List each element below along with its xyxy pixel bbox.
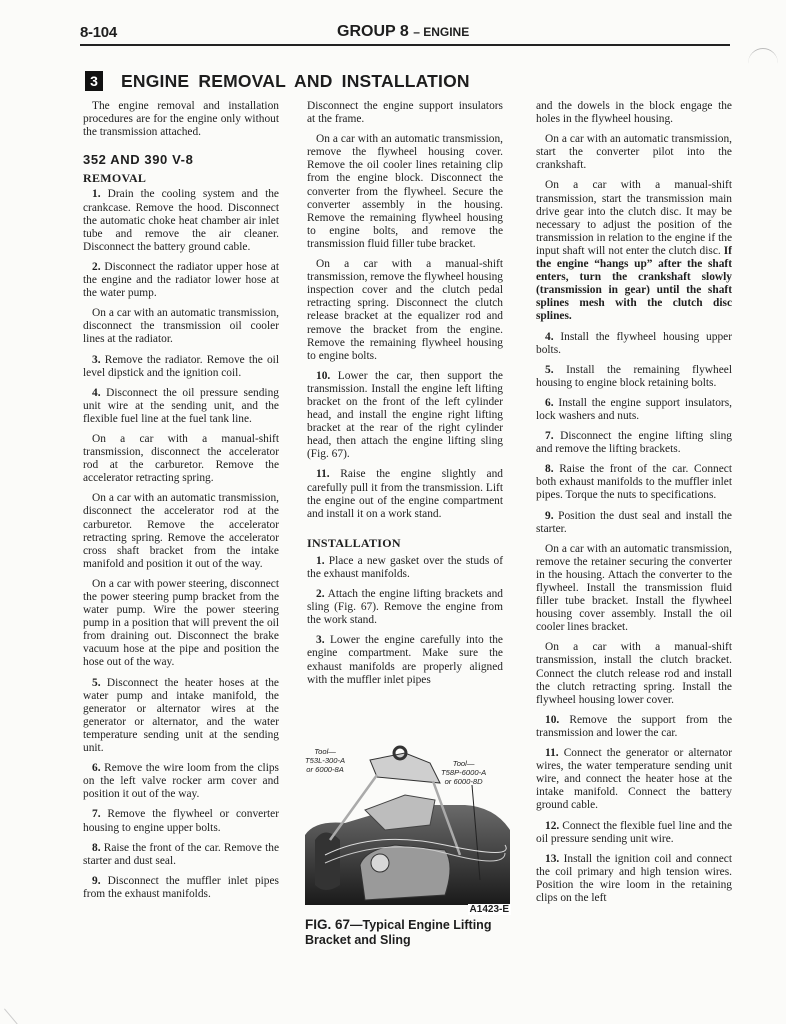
page-number: 8-104 [80, 24, 117, 41]
step-number: 7. [92, 808, 101, 821]
step-text: Attach the engine lifting brackets and sling (Fig. 67). Remove the engine from the work stand. [307, 588, 503, 627]
section-title: ENGINE REMOVAL AND INSTALLATION [121, 70, 470, 91]
removal-heading: REMOVAL [83, 171, 147, 186]
tool-label-left-line: or 6000-8A [306, 765, 344, 774]
numbered-step [536, 364, 732, 390]
step-text: Disconnect the engine lifting sling and remove the lifting brackets. [536, 430, 732, 456]
figure-67-engine-lifting [305, 745, 515, 915]
step-text: Remove the support from the transmission and lower the car. [536, 713, 732, 739]
step-number: 13. [545, 852, 560, 865]
step-text: On a car with an automatic transmission, disconnect the accelerator rod at the carburetor. Remove the accelerator retracting spring. Remove the accelerator cross shaft bracket from the intake manifold and position it out of the way. [83, 492, 279, 570]
removal-steps [83, 188, 279, 901]
paragraph [536, 641, 732, 706]
figure-code: A1423-E [469, 904, 509, 915]
paragraph [536, 543, 732, 635]
numbered-step [83, 261, 279, 300]
numbered-step [536, 853, 732, 905]
tool-label-right-line: or 6000-8D [444, 777, 483, 786]
step-number: 7. [545, 430, 554, 443]
step-number: 4. [92, 386, 101, 399]
valve-cover-shape [315, 833, 340, 891]
step-text: Remove the wire loom from the clips on the left valve rocker arm cover and position it out of the way. [83, 762, 279, 801]
paragraph [83, 307, 279, 346]
step-number: 2. [92, 260, 101, 273]
air-box-shape [360, 845, 450, 900]
group-label: GROUP 8 [337, 23, 409, 40]
step-text: Install the engine support insulators, lock washers and nuts. [536, 396, 732, 422]
numbered-step [536, 820, 732, 846]
numbered-step [307, 634, 503, 686]
numbered-step [83, 354, 279, 380]
numbered-step [307, 468, 503, 520]
step-text: Disconnect the heater hoses at the water pump and intake manifold, the generator or alternator wires at the generator or alternator, and the water temperature sending unit at the sending unit. [83, 676, 279, 755]
page-corner-mark [748, 48, 778, 79]
numbered-step [536, 430, 732, 456]
tool-label-left-line: Tool— [314, 747, 336, 756]
step-text: Raise the engine slightly and carefully pull it from the transmission. Lift the engine out of the engine compartment and install it on a work stand. [307, 468, 503, 520]
step-number: 4. [545, 330, 554, 343]
step-text: On a car with a manual-shift transmission, disconnect the accelerator rod at the carburetor. Remove the accelerator retracting spring. [83, 432, 279, 485]
section-number-badge: 3 [85, 71, 103, 91]
step-number: 11. [316, 468, 330, 481]
scan-edge-mark [4, 996, 33, 1024]
step-text: Raise the front of the car. Connect both exhaust manifolds to the muffler inlet pipes. Torque the nuts to specifications. [536, 463, 732, 502]
step-text: Disconnect the muffler inlet pipes from the exhaust manifolds. [83, 874, 279, 900]
step-number: 9. [92, 874, 101, 887]
installation-heading: INSTALLATION [307, 535, 401, 550]
figure-label: FIG. 67 [305, 917, 351, 932]
numbered-step [536, 714, 732, 740]
oil-cap-shape [371, 854, 389, 872]
installation-steps [307, 555, 503, 687]
numbered-step [536, 397, 732, 423]
step-text: On a car with an automatic transmission, remove the retainer securing the converter in the housing. Attach the converter to the flywheel. Install the transmission fluid filler tube bracket. Install the flywheel housing cover assembly. Install the oil cooler lines bracket. [536, 542, 732, 634]
group-title [337, 23, 469, 41]
numbered-step [83, 188, 279, 253]
step-text: Place a new gasket over the studs of the exhaust manifolds. [307, 554, 503, 580]
column-1 [83, 100, 279, 908]
step-number: 3. [92, 353, 101, 366]
page-header [80, 22, 730, 46]
engine-subheading: 352 AND 390 V-8 [83, 152, 194, 168]
step-number: 6. [545, 396, 554, 409]
intro-paragraph: The engine removal and installation procedures are for the engine only without the transmission attached. [83, 100, 279, 139]
paragraph [83, 578, 279, 670]
tool-label-left [305, 747, 345, 774]
step-number: 10. [316, 369, 331, 382]
step-number: 1. [92, 188, 101, 201]
paragraph [83, 492, 279, 571]
section-heading [85, 70, 470, 92]
step-text: On a car with an automatic transmission, start the converter pilot into the crankshaft. [536, 133, 732, 172]
numbered-step [536, 747, 732, 812]
step-text: On a car with an automatic transmission, remove the flywheel housing cover. Remove the oil cooler lines retaining clip from the engine block. Disconnect the converter from the flywheel. Secure the converter assembly in the housing. Remove the remaining flywheel housing to engine bolts, and remove the transmission fluid filler tube bracket. [307, 133, 503, 250]
numbered-step [83, 875, 279, 901]
installation-steps-b [536, 331, 732, 906]
step-text: On a car with an automatic transmission, disconnect the transmission oil cooler lines at the radiator. [83, 307, 279, 346]
removal-steps-continued [307, 133, 503, 521]
numbered-step [83, 808, 279, 834]
step-text: Lower the engine carefully into the engine compartment. Make sure the exhaust manifolds are properly aligned with the muffler inlet pipes [307, 634, 503, 686]
step-text: Install the ignition coil and connect the coil primary and high tension wires. Position the wire loom in the retaining clips on the left [536, 852, 732, 904]
numbered-step [307, 555, 503, 581]
step-text: Raise the front of the car. Remove the starter and dust seal. [83, 841, 279, 867]
paragraph [536, 133, 732, 172]
figure-caption [305, 917, 515, 948]
step-text: Remove the radiator. Remove the oil level dipstick and the ignition coil. [83, 353, 279, 379]
figure-caption-text: —Typical Engine Lifting Bracket and Sling [305, 918, 492, 947]
paragraph [307, 133, 503, 251]
step-text: Lower the car, then support the transmission. Install the engine left lifting bracket on the front of the left cylinder head, and install the engine right lifting bracket at the rear of the right cylinder head, then attach the engine lifting sling (Fig. 67). [307, 369, 503, 461]
step-number: 2. [316, 588, 325, 601]
paragraph [307, 258, 503, 363]
step-text: On a car with a manual-shift transmission, install the clutch bracket. Connect the clutch release rod and install the clutch retracting spring. Install the flywheel housing lower cover. [536, 641, 732, 706]
step-text: Connect the generator or alternator wires, the water temperature sending unit wire, and connect the heater hose at the intake manifold. Connect the battery ground cable. [536, 747, 732, 812]
step-number: 9. [545, 509, 554, 522]
step-number: 8. [545, 463, 554, 476]
step-number: 12. [545, 819, 560, 832]
paragraph [83, 433, 279, 485]
step-number: 3. [316, 634, 325, 647]
step-number: 11. [545, 747, 559, 760]
numbered-step [536, 463, 732, 502]
step-text: Remove the flywheel or converter housing to engine upper bolts. [83, 808, 280, 834]
group-subtitle: – ENGINE [413, 25, 470, 39]
tool-label-right-line: T58P-6000-A [441, 768, 487, 777]
continued-paragraph: and the dowels in the block engage the holes in the flywheel housing. [536, 100, 732, 126]
column-2 [307, 100, 503, 694]
step-text: Position the dust seal and install the starter. [536, 509, 732, 535]
numbered-step [536, 331, 732, 357]
step-text: Install the flywheel housing upper bolts. [536, 330, 732, 356]
numbered-step [83, 387, 279, 426]
step-number: 8. [92, 841, 101, 854]
numbered-step [83, 677, 279, 756]
tool-label-left-line: T53L-300-A [305, 756, 346, 765]
numbered-step [307, 588, 503, 627]
step-text: Drain the cooling system and the crankcase. Remove the hood. Disconnect the automatic choke heat chamber air inlet tube and remove the air cleaner. Disconnect the battery ground cable. [83, 188, 279, 253]
manual-shift-text: On a car with a manual-shift transmission, start the transmission main drive gear into the clutch disc. It may be necessary to adjust the position of the transmission in relation to the engine if the input shaft will not enter the clutch disc. [536, 179, 732, 257]
step-text: On a car with a manual-shift transmission, remove the flywheel housing inspection cover and the clutch pedal retracting spring. Disconnect the clutch release bracket at the equalizer rod and remove the bracket from the engine. Remove the remaining flywheel housing to engine bolts. [307, 258, 503, 362]
caution-text: If the engine “hangs up” after the shaft enters, turn the crankshaft slowly (transmission in gear) until the shaft splines mesh with the clutch disc splines. [536, 244, 732, 323]
numbered-step [307, 370, 503, 462]
step-number: 5. [545, 363, 554, 376]
step-number: 6. [92, 762, 101, 775]
step-text: Disconnect the radiator upper hose at the engine and the radiator lower hose at the water pump. [83, 260, 279, 300]
tool-label-right [441, 759, 486, 786]
step-number: 10. [545, 713, 560, 726]
step-text: Connect the flexible fuel line and the oil pressure sending unit wire. [536, 819, 732, 845]
numbered-step [83, 762, 279, 801]
manual-shift-paragraph [536, 179, 732, 323]
numbered-step [536, 510, 732, 536]
continued-paragraph: Disconnect the engine support insulators at the frame. [307, 100, 503, 126]
tool-label-right-line: Tool— [452, 759, 475, 768]
step-number: 1. [316, 554, 325, 567]
installation-steps-a [536, 133, 732, 172]
step-number: 5. [92, 676, 101, 689]
step-text: Install the remaining flywheel housing to engine block retaining bolts. [536, 363, 732, 389]
numbered-step [83, 842, 279, 868]
column-3 [536, 100, 732, 912]
step-text: Disconnect the oil pressure sending unit wire at the sending unit, and the flexible fuel line at the fuel tank line. [83, 386, 279, 425]
step-text: On a car with power steering, disconnect the power steering pump bracket from the water pump. Wire the power steering pump in a position that will prevent the oil from draining out. Disconnect the brake vacuum hose at the pipe and position the hose out of the way. [83, 577, 279, 669]
